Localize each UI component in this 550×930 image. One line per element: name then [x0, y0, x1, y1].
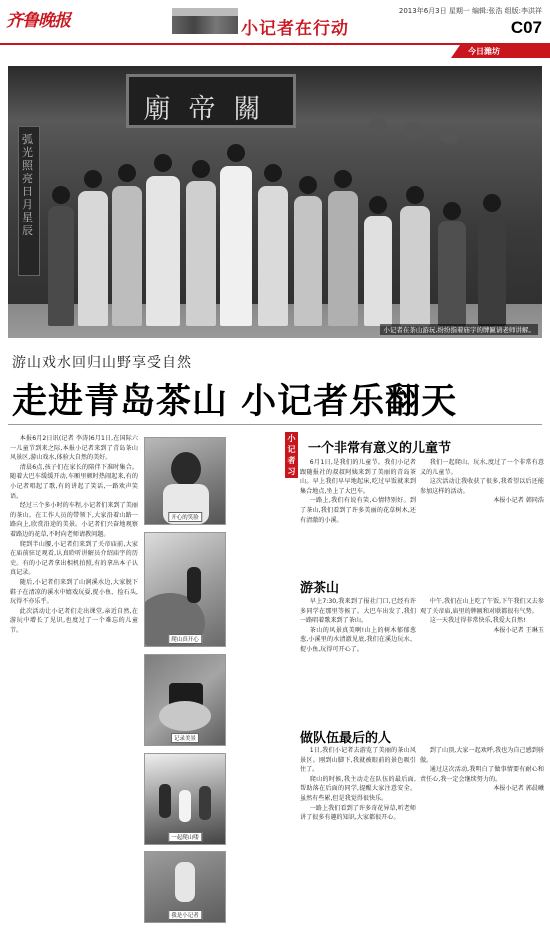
child-head	[84, 170, 102, 188]
child-head	[192, 160, 210, 178]
byline: 本报小记者 韩同浩	[493, 497, 544, 505]
child-head	[118, 164, 136, 182]
paragraph: 此次活动让小记者们走出课堂,亲近自然,在游玩中增长了见识,也度过了一个难忘的儿童节。	[10, 607, 138, 634]
child-figure	[48, 206, 74, 326]
essay-column	[300, 597, 416, 719]
child-figure	[438, 221, 466, 326]
child-head	[443, 202, 461, 220]
essay-title: 一个非常有意义的儿童节	[308, 441, 452, 456]
child-head	[154, 154, 172, 172]
byline: 本报小记者 郭晨曦	[493, 785, 544, 793]
child-figure	[220, 166, 252, 326]
temple-plaque	[126, 74, 296, 128]
essay-column	[300, 746, 416, 922]
photo-smiling-child	[144, 437, 226, 525]
paragraph: 爬山的时候,我主动走在队伍的最后面,帮助落在后面的同学,提醒大家注意安全。虽然有些累,但是我觉得很快乐。	[300, 775, 416, 802]
masthead	[0, 0, 550, 44]
child-figure	[179, 790, 191, 822]
main-headline: 走进青岛茶山 小记者乐翻天	[12, 382, 458, 422]
child-figure	[187, 567, 201, 603]
essay-title: 做队伍最后的人	[300, 731, 392, 746]
child-figure	[364, 216, 392, 326]
kicker-headline: 游山戏水回归山野享受自然	[12, 355, 192, 371]
dateline: 2013年6月3日 星期一 编辑:张浩 组版:李洪祥	[398, 7, 542, 15]
photo-reporter	[144, 851, 226, 923]
paragraph: 通过这次活动,我明白了做事情要有耐心和责任心,我一定会继续努力的。	[420, 766, 544, 783]
temple-couplet	[18, 126, 40, 276]
paragraph: 清晨6点,孩子们在家长的陪伴下准时集合。随着大巴车缓缓开动,车厢里顿时热闹起来,有的小记者唱起了歌,有的讲起了笑话,一路欢声笑语。	[10, 463, 138, 500]
paragraph: 早上7:30,我来到了报社门口,已经有许多同学在那里等候了。大巴车出发了,我们一路唱着歌来到了茶山。	[300, 598, 416, 625]
lead-story	[10, 434, 138, 920]
edition-tag	[460, 45, 550, 58]
paragraph: 我们一起爬山、玩水,度过了一个非常有意义的儿童节。	[420, 459, 544, 476]
column-tag: 小记者习作	[285, 432, 298, 478]
essay-column	[300, 458, 416, 570]
child-figure	[78, 191, 108, 326]
header-photo-strip	[172, 8, 238, 34]
child-head	[264, 164, 282, 182]
main-photo-caption: 小记者在茶山游玩,纷纷指着庙宇的牌匾请老师讲解。	[380, 324, 538, 335]
photo-climbing	[144, 532, 226, 647]
essay-column	[420, 597, 544, 719]
photo-caption: 开心的笑脸	[168, 512, 202, 522]
photo-caption: 爬山真开心	[168, 634, 202, 644]
child-figure	[328, 191, 358, 326]
paragraph: 随后,小记者们来到了山涧溪水边,大家脱下鞋子在清凉的溪水中嬉戏玩耍,捉小鱼、捡石头,玩得不亦乐乎。	[10, 578, 138, 606]
essay-column	[420, 746, 544, 922]
paragraph: 经过三个多小时的车程,小记者们来到了美丽的茶山。在工作人员的带领下,大家沿着山路一路向上,欣赏沿途的美景。小记者们兴奋地观察着路边的花草,不时向老师请教问题。	[10, 502, 138, 538]
temple-couplet-text: 弧光照亮日月星辰	[22, 133, 33, 237]
child-head	[406, 186, 424, 204]
section-title: 小记者在行动	[241, 19, 349, 39]
byline: 本报小记者 王琳玉	[493, 626, 544, 634]
child-figure	[159, 784, 171, 818]
child-head	[483, 194, 501, 212]
child-head	[299, 176, 317, 194]
paragraph: 爬到半山腰,小记者们来到了关帝庙前,大家在庙前驻足观看,认真聆听讲解员介绍庙宇的历史。有的小记者拿出相机拍照,有的拿出本子认真记录。	[10, 540, 138, 577]
edition-tag-label: 今日潍坊	[468, 47, 500, 56]
photo-caption: 一起爬山喽	[168, 832, 202, 842]
main-photo	[8, 66, 542, 338]
photo-caption: 记录美景	[171, 733, 199, 743]
page-number: C07	[510, 18, 542, 37]
photo-camera	[144, 654, 226, 746]
child-figure	[294, 196, 322, 326]
paragraph: 中午,我们在山上吃了午饭,下午我们又去参观了关帝庙,庙里的牌匾和对联都很有气势。	[420, 598, 544, 615]
temple-plaque-text: 廟帝關	[143, 94, 279, 125]
lantern-icon	[440, 126, 460, 144]
child-head	[334, 170, 352, 188]
paragraph: 到了山顶,大家一起欢呼,我也为自己感到骄傲。	[420, 747, 544, 764]
child-figure	[112, 186, 142, 326]
hand-shape	[159, 701, 211, 731]
child-figure	[400, 206, 430, 326]
essay-title: 游茶山	[300, 581, 340, 596]
child-figure	[258, 186, 288, 326]
paragraph: 这次活动让我收获了很多,我希望以后还能参加这样的活动。	[420, 478, 544, 495]
child-head	[227, 144, 245, 162]
child-figure	[186, 181, 216, 326]
photo-group-hike	[144, 753, 226, 845]
paragraph: 这一天我过得非常快乐,我爱大自然!	[429, 617, 526, 625]
paragraph: 茶山的风景真美啊!山上的树木郁郁葱葱,小溪里的水清澈见底,我们在溪边玩水、捉小鱼,玩得可开心了。	[300, 626, 416, 653]
child-head	[369, 196, 387, 214]
lantern-icon	[368, 118, 388, 136]
paragraph: 一路上,我们有说有笑,心情特别好。到了茶山,我们看到了许多美丽的花草树木,还有清澈的小溪。	[300, 497, 416, 524]
essay-column	[420, 458, 544, 570]
child-head	[52, 186, 70, 204]
photo-caption: 我是小记者	[168, 910, 202, 920]
lantern-icon	[403, 122, 423, 140]
headline-rule	[8, 424, 542, 425]
paragraph: 6月1日,是我们的儿童节。我们小记者跟随报社的叔叔阿姨来到了美丽的青岛茶山。早上我们早早地起床,吃过早饭就来到集合地点,坐上了大巴车。	[300, 459, 416, 495]
child-figure	[478, 214, 506, 326]
paragraph: 一路上我们看到了许多奇花异草,听老师讲了很多有趣的知识,大家都很开心。	[300, 804, 416, 822]
child-figure	[199, 786, 211, 820]
paragraph: 本报6月2日讯(记者 李涛)6月1日,在国际六一儿童节到来之际,本报小记者来到了青岛茶山风景区,游山戏水,体验大自然的美好。	[10, 435, 138, 462]
child-head	[171, 452, 201, 486]
paragraph: 1日,我们小记者去游览了美丽的茶山风景区。刚到山脚下,我就被眼前的景色吸引住了。	[300, 747, 416, 774]
child-figure	[175, 862, 195, 902]
child-figure	[146, 176, 180, 326]
newspaper-logo: 齐鲁晚报	[6, 11, 70, 31]
